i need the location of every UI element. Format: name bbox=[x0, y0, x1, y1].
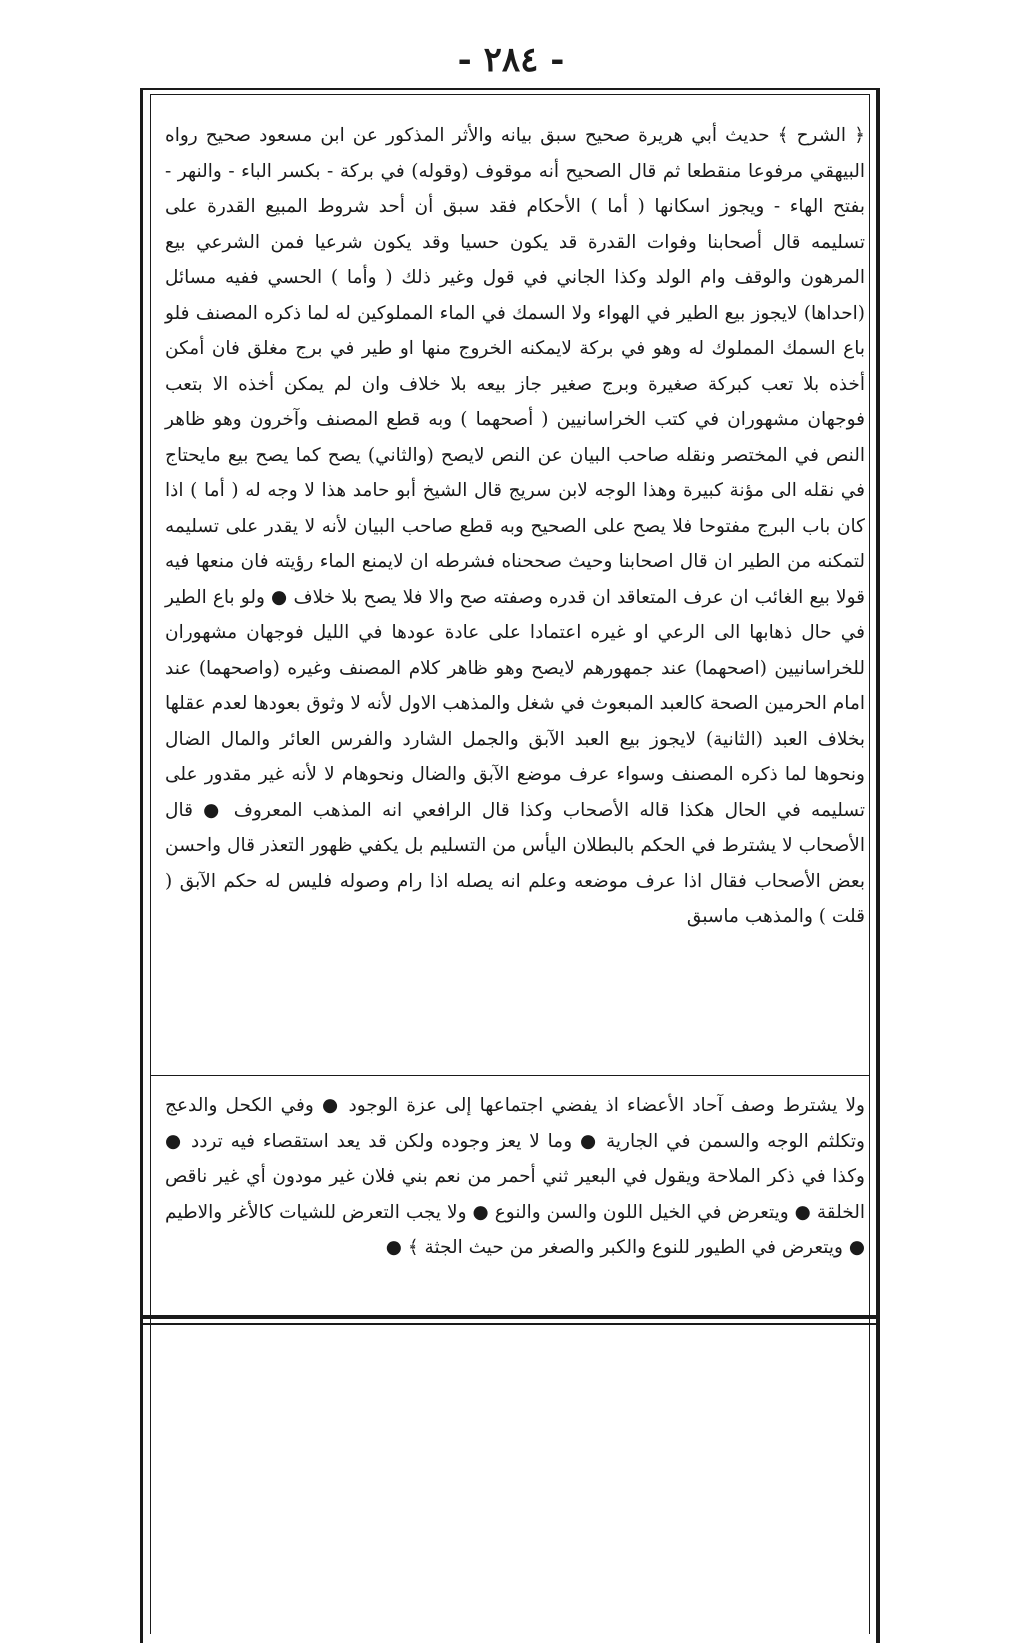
base-text-block bbox=[165, 1088, 865, 1266]
section-divider bbox=[150, 1075, 870, 1076]
base-text: ولا يشترط وصف آحاد الأعضاء اذ يفضي اجتماعها إلى عزة الوجود ● وفي الكحل والدعج وتكلثم الوجه والسمن في الجارية ● وما لا يعز وجوده ولكن قد يعد استقصاء فيه تردد ● وكذا في ذكر الملاحة ويقول في البعير ثني أحمر من نعم بني فلان غير مودون أي غير ناقص الخلقة ● ويتعرض في الخيل اللون والسن والنوع ● ولا يجب التعرض للشيات كالأغر والاطيم ● ويتعرض في الطيور للنوع والكبر والصغر من حيث الجثة ﴾ ● bbox=[165, 1095, 865, 1258]
commentary-block bbox=[165, 118, 865, 935]
commentary-text: ﴿ الشرح ﴾ حديث أبي هريرة صحيح سبق بيانه والأثر المذكور عن ابن مسعود صحيح رواه البيهقي مرفوعا منقطعا ثم قال الصحيح أنه موقوف (وقوله) في بركة - بكسر الباء - والنهر - بفتح الهاء - ويجوز اسكانها ( أما ) الأحكام فقد سبق أن أحد شروط المبيع القدرة على تسليمه قال أصحابنا وفوات القدرة قد يكون حسيا وقد يكون شرعيا فمن الشرعي بيع المرهون والوقف وام الولد وكذا الجاني في قول وغير ذلك ( وأما ) الحسي ففيه مسائل (احداها) لايجوز بيع الطير في الهواء ولا السمك في الماء المملوكين له لما ذكره المصنف فلو باع السمك المملوك له وهو في بركة لايمكنه الخروج منها او طير في برج مغلق فان أمكن أخذه بلا تعب كبركة صغيرة وبرج صغير جاز بيعه بلا خلاف وان لم يمكن أخذه الا بتعب فوجهان مشهوران في كتب الخراسانيين ( أصحهما ) وبه قطع المصنف وآخرون وهو ظاهر النص في المختصر ونقله صاحب البيان عن النص لايصح (والثاني) يصح كما يصح بيع مايحتاج في نقله الى مؤنة كبيرة وهذا الوجه لابن سريج قال الشيخ أبو حامد هذا لا وجه له ( أما ) اذا كان باب البرج مفتوحا فلا يصح على الصحيح وبه قطع صاحب البيان لأنه لا يقدر على تسليمه لتمكنه من الطير ان قال اصحابنا وحيث صححناه فشرطه ان لايمنع الماء رؤيته فان منعها فيه قولا بيع الغائب ان عرف المتعاقد ان قدره وصفته صح والا فلا يصح بلا خلاف ● ولو باع الطير في حال ذهابها الى الرعي او غيره اعتمادا على عادة عودها في الليل فوجهان مشهوران للخراسانيين (اصحهما) عند جمهورهم لايصح وهو ظاهر كلام المصنف وغيره (واصحهما) عند امام الحرمين الصحة كالعبد المبعوث في شغل والمذهب الاول لأنه لا وثوق بعودها لعدم عقلها بخلاف العبد (الثانية) لايجوز بيع العبد الآبق والجمل الشارد والفرس العائر والمال الضال ونحوها لما ذكره المصنف وسواء عرف موضع الآبق والضال ونحوهام لا لأنه غير مقدور على تسليمه في الحال هكذا قاله الأصحاب وكذا قال الرافعي انه المذهب المعروف ● قال الأصحاب لا يشترط في الحكم بالبطلان اليأس من التسليم بل يكفي ظهور التعذر قال واحسن بعض الأصحاب فقال اذا عرف موضعه وعلم انه يصله اذا رام وصوله فليس له حكم الآبق ( قلت ) والمذهب ماسبق bbox=[165, 125, 865, 927]
page-number: - ٢٨٤ - bbox=[457, 40, 565, 80]
bottom-rule-thick bbox=[140, 1315, 880, 1319]
bottom-rule-thin bbox=[140, 1323, 880, 1325]
